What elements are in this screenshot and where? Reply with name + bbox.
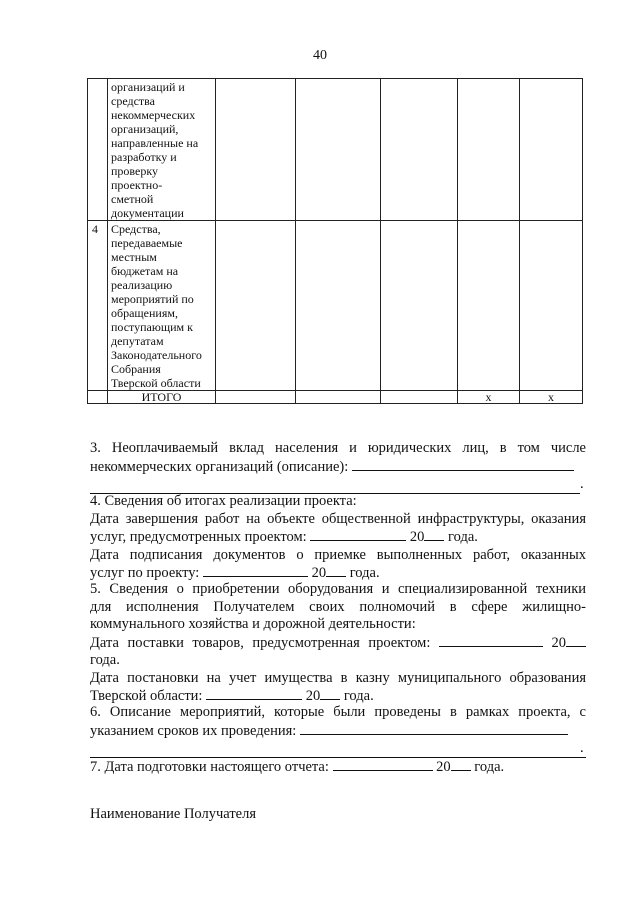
period: . bbox=[580, 740, 584, 756]
name-line: реализацию bbox=[111, 278, 173, 292]
report-date-line bbox=[90, 758, 586, 777]
completion-date-field[interactable] bbox=[310, 528, 406, 541]
name-line: Тверской области bbox=[111, 376, 201, 390]
section-3-label: некоммерческих организаций (описание): bbox=[90, 458, 349, 475]
name-line: некоммерческих bbox=[111, 108, 196, 122]
table-cell bbox=[520, 221, 583, 391]
section-7 bbox=[90, 757, 586, 777]
row-number: 4 bbox=[88, 221, 108, 391]
completion-date-line-2 bbox=[90, 528, 586, 547]
table-cell bbox=[458, 221, 520, 391]
name-line: разработку и bbox=[111, 150, 177, 164]
table-cell bbox=[381, 391, 458, 404]
year-prefix: 20 bbox=[551, 634, 567, 651]
delivery-date-line bbox=[90, 634, 586, 653]
registration-date-label: Тверской области: bbox=[90, 688, 203, 704]
signing-date-line-2 bbox=[90, 564, 586, 583]
recipient-name-label: Наименование Получателя bbox=[90, 806, 257, 822]
year-field[interactable] bbox=[424, 528, 444, 541]
page-number: 40 bbox=[313, 48, 327, 63]
name-line: Собрания bbox=[111, 362, 161, 376]
signing-date-field[interactable] bbox=[203, 564, 308, 577]
completion-date-line-1: Дата завершения работ на объекте общественной инфраструктуры, оказания bbox=[90, 510, 586, 527]
completion-date-label: услуг, предусмотренных проектом: bbox=[90, 529, 307, 545]
name-line: документации bbox=[111, 206, 184, 220]
description-field[interactable] bbox=[352, 458, 574, 471]
name-line: мероприятий по bbox=[111, 292, 194, 306]
year-field[interactable] bbox=[326, 564, 346, 577]
total-mark: x bbox=[520, 391, 583, 404]
year-field[interactable] bbox=[320, 687, 340, 700]
table-row bbox=[88, 221, 583, 391]
name-line: передаваемые bbox=[111, 236, 183, 250]
year-suffix: года. bbox=[343, 688, 374, 704]
table-cell bbox=[216, 221, 296, 391]
section-6 bbox=[90, 704, 586, 758]
table-cell bbox=[296, 391, 381, 404]
section-5-line-1: 5. Сведения о приобретении оборудования и специализированной техники bbox=[90, 581, 586, 597]
year-prefix: 20 bbox=[409, 529, 425, 545]
activities-field-continued[interactable] bbox=[90, 745, 580, 758]
period: . bbox=[580, 476, 584, 492]
year-suffix: года. bbox=[448, 529, 478, 545]
table-cell bbox=[458, 79, 520, 221]
section-5-line-2: для исполнения Получателем своих полномочий в сфере жилищно- bbox=[90, 598, 586, 615]
section-3 bbox=[90, 440, 586, 494]
table-cell bbox=[381, 221, 458, 391]
total-row bbox=[88, 391, 583, 404]
year-suffix: года. bbox=[474, 759, 505, 775]
report-date-label: 7. Дата подготовки настоящего отчета: bbox=[90, 759, 329, 775]
year-prefix: 20 bbox=[436, 759, 451, 775]
section-6-line-2 bbox=[90, 722, 586, 741]
name-line: Средства, bbox=[111, 222, 161, 236]
name-line: местным bbox=[111, 250, 157, 264]
delivery-year-end: года. bbox=[90, 652, 120, 668]
table-cell bbox=[381, 79, 458, 221]
section-3-line-1: 3. Неоплачиваемый вклад населения и юридических лиц, в том числе bbox=[90, 440, 586, 456]
name-line: бюджетам на bbox=[111, 264, 179, 278]
signing-date-line-1: Дата подписания документов о приемке выполненных работ, оказанных bbox=[90, 546, 586, 563]
name-line: организаций и bbox=[111, 80, 185, 94]
name-line: Законодательного bbox=[111, 348, 202, 362]
name-line: поступающим к bbox=[111, 320, 193, 334]
registration-date-line-1: Дата постановки на учет имущества в казну муниципального образования bbox=[90, 669, 586, 686]
activities-field[interactable] bbox=[300, 722, 568, 735]
row-name-cell bbox=[108, 221, 216, 391]
name-line: депутатам bbox=[111, 334, 164, 348]
total-label: ИТОГО bbox=[108, 391, 216, 404]
row-number bbox=[88, 79, 108, 221]
table-cell bbox=[296, 79, 381, 221]
table-row bbox=[88, 79, 583, 221]
year-field[interactable] bbox=[451, 758, 471, 771]
table-cell bbox=[520, 79, 583, 221]
year-prefix: 20 bbox=[311, 565, 327, 581]
table-cell bbox=[216, 391, 296, 404]
registration-date-field[interactable] bbox=[206, 687, 302, 700]
name-line: проектно- bbox=[111, 178, 163, 192]
total-mark: x bbox=[458, 391, 520, 404]
section-5 bbox=[90, 581, 586, 706]
section-6-continuation bbox=[90, 740, 586, 758]
report-date-field[interactable] bbox=[333, 758, 433, 771]
name-line: обращениям, bbox=[111, 306, 178, 320]
description-field-continued[interactable] bbox=[90, 481, 580, 494]
delivery-date-label: Дата поставки товаров, предусмотренная проектом: bbox=[90, 634, 431, 651]
name-line: сметной bbox=[111, 192, 154, 206]
section-4-title: 4. Сведения об итогах реализации проекта: bbox=[90, 493, 357, 509]
name-line: организаций, bbox=[111, 122, 179, 136]
name-line: направленные на bbox=[111, 136, 199, 150]
section-3-line-2 bbox=[90, 458, 586, 477]
section-4 bbox=[90, 493, 586, 583]
report-table bbox=[87, 78, 583, 404]
section-3-continuation bbox=[90, 476, 586, 494]
section-6-line-1: 6. Описание мероприятий, которые были проведены в рамках проекта, с bbox=[90, 704, 586, 720]
year-field[interactable] bbox=[566, 634, 586, 647]
delivery-date-field[interactable] bbox=[439, 634, 543, 647]
section-6-label: указанием сроков их проведения: bbox=[90, 722, 297, 739]
name-line: средства bbox=[111, 94, 156, 108]
table-cell bbox=[88, 391, 108, 404]
row-name-cell bbox=[108, 79, 216, 221]
year-prefix: 20 bbox=[305, 688, 321, 704]
table-cell bbox=[216, 79, 296, 221]
signing-date-label: услуг по проекту: bbox=[90, 565, 200, 581]
name-line: проверку bbox=[111, 164, 159, 178]
registration-date-line-2 bbox=[90, 687, 586, 706]
section-5-line-3: коммунального хозяйства и дорожной деятельности: bbox=[90, 616, 416, 632]
year-suffix: года. bbox=[349, 565, 380, 581]
table-cell bbox=[296, 221, 381, 391]
